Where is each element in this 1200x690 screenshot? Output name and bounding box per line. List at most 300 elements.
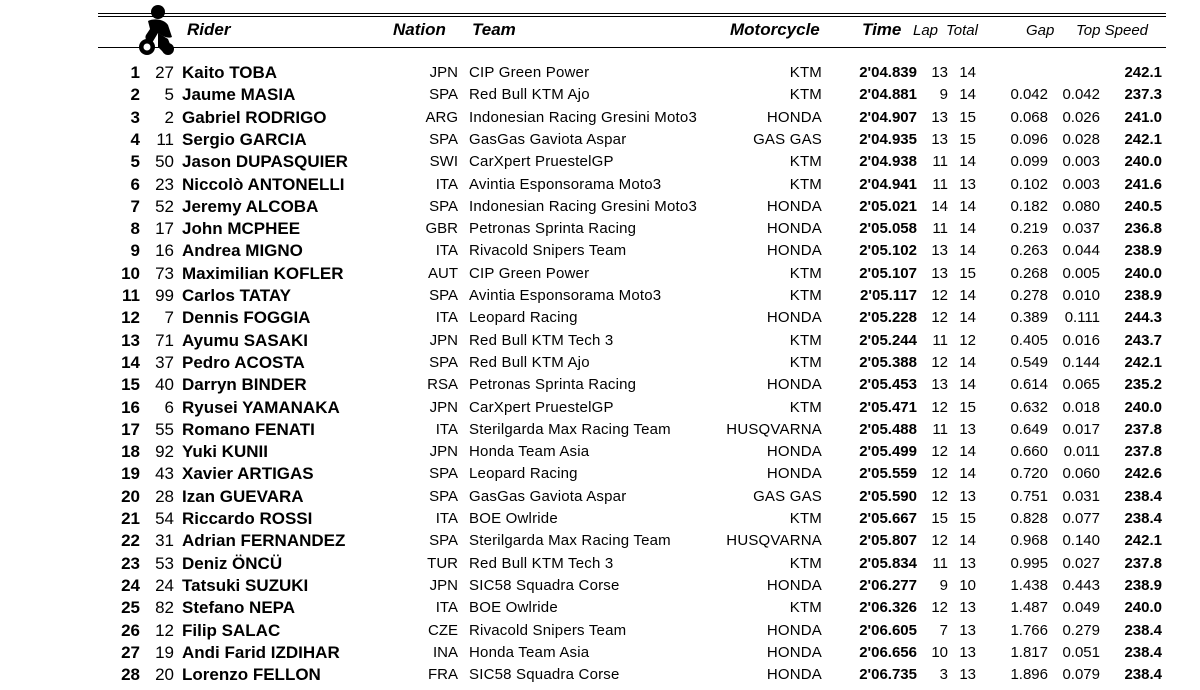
motorcycle: KTM	[789, 510, 822, 527]
nation-code: ITA	[435, 309, 458, 327]
nation-code: SPA	[429, 287, 458, 304]
gap-previous: 0.080	[1062, 197, 1100, 215]
lap-time: 2'06.656	[859, 643, 917, 661]
rider-number: 12	[155, 620, 174, 640]
total-laps: 15	[959, 264, 976, 282]
table-row	[0, 352, 1200, 374]
nation-code: GBR	[425, 220, 458, 238]
table-row	[0, 397, 1200, 419]
gap-first: 0.751	[1010, 487, 1048, 505]
total-laps: 15	[959, 108, 976, 126]
rider-name: Niccolò ANTONELLI	[182, 174, 345, 194]
nation-code: SPA	[429, 487, 458, 505]
total-laps: 15	[959, 510, 976, 527]
table-row	[0, 151, 1200, 173]
position: 12	[121, 308, 140, 328]
total-laps: 13	[959, 666, 976, 684]
gap-previous: 0.026	[1062, 108, 1100, 126]
rider-number: 27	[155, 63, 174, 82]
gap-first: 0.968	[1010, 532, 1048, 550]
lap-time: 2'04.941	[859, 175, 917, 193]
total-laps: 12	[959, 331, 976, 349]
rider-number: 82	[155, 598, 174, 618]
top-speed: 240.0	[1124, 398, 1162, 416]
rider-number: 53	[155, 553, 174, 573]
gap-previous: 0.144	[1062, 353, 1100, 371]
top-speed: 238.9	[1124, 576, 1162, 594]
top-speed: 240.0	[1124, 264, 1162, 282]
position: 19	[121, 464, 140, 484]
team-name: Rivacold Snipers Team	[469, 242, 627, 260]
motorcycle: HONDA	[766, 108, 822, 126]
lap: 12	[931, 287, 948, 304]
team-name: Avintia Esponsorama Moto3	[469, 287, 662, 304]
gap-previous: 0.079	[1062, 666, 1100, 684]
total-laps: 14	[959, 309, 976, 327]
gap-first: 0.632	[1010, 398, 1048, 416]
lap-time: 2'06.326	[859, 599, 917, 617]
top-speed: 236.8	[1124, 220, 1162, 238]
team-name: CIP Green Power	[469, 64, 590, 81]
team-name: CarXpert PruestelGP	[469, 398, 614, 416]
position: 8	[130, 219, 140, 239]
top-speed: 238.4	[1124, 643, 1162, 661]
gap-first: 1.487	[1010, 599, 1048, 617]
rider-name: Pedro ACOSTA	[182, 352, 305, 372]
col-header-time: Time	[862, 20, 902, 39]
gap-first: 1.817	[1010, 643, 1048, 661]
nation-code: JPN	[429, 331, 458, 349]
lap: 13	[931, 108, 948, 126]
rider-name: Xavier ARTIGAS	[182, 464, 314, 484]
total-laps: 13	[959, 643, 976, 661]
lap: 11	[932, 554, 948, 572]
motorcycle: HONDA	[766, 197, 822, 215]
gap-previous: 0.044	[1062, 242, 1100, 260]
lap: 7	[939, 621, 948, 639]
nation-code: ITA	[435, 420, 458, 438]
lap: 13	[931, 64, 948, 81]
top-speed: 242.1	[1124, 130, 1162, 148]
rider-name: Adrian FERNANDEZ	[182, 531, 346, 551]
rider-name: Filip SALAC	[182, 620, 281, 640]
gap-first: 0.614	[1010, 376, 1048, 394]
motorcycle: GAS GAS	[753, 130, 822, 148]
gap-previous: 0.049	[1062, 599, 1100, 617]
gap-previous: 0.011	[1063, 443, 1100, 461]
nation-code: SPA	[429, 197, 458, 215]
table-row	[0, 419, 1200, 441]
lap-time: 2'05.058	[859, 220, 917, 238]
top-speed: 242.6	[1124, 465, 1162, 483]
top-speed: 241.0	[1124, 108, 1162, 126]
nation-code: ITA	[435, 175, 458, 193]
top-speed: 238.4	[1124, 666, 1162, 684]
table-row	[0, 508, 1200, 530]
motorcycle: KTM	[789, 153, 822, 171]
motorcycle: KTM	[789, 554, 822, 572]
nation-code: JPN	[429, 398, 458, 416]
rider-name: Riccardo ROSSI	[182, 509, 313, 528]
lap-time: 2'05.228	[859, 309, 917, 327]
total-laps: 14	[959, 353, 976, 371]
rider-name: Darryn BINDER	[182, 375, 307, 395]
team-name: Honda Team Asia	[469, 643, 590, 661]
lap: 13	[931, 264, 948, 282]
top-speed: 238.9	[1124, 287, 1162, 304]
gap-previous: 0.028	[1062, 130, 1100, 148]
position: 6	[130, 174, 140, 194]
table-row	[0, 240, 1200, 262]
gap-first: 0.995	[1010, 554, 1048, 572]
rider-number: 7	[164, 308, 174, 328]
total-laps: 14	[959, 86, 976, 104]
motorcycle: GAS GAS	[753, 487, 822, 505]
top-speed: 240.0	[1124, 599, 1162, 617]
team-name: Indonesian Racing Gresini Moto3	[469, 197, 697, 215]
lap: 14	[931, 197, 948, 215]
team-name: CIP Green Power	[469, 264, 590, 282]
lap: 13	[931, 130, 948, 148]
motorcycle: HONDA	[766, 643, 822, 661]
position: 4	[130, 129, 140, 149]
gap-previous: 0.111	[1064, 309, 1100, 327]
lap-time: 2'05.834	[859, 554, 917, 572]
rider-number: 5	[164, 85, 174, 105]
position: 2	[130, 85, 140, 105]
position: 1	[130, 63, 140, 82]
team-name: SIC58 Squadra Corse	[469, 666, 620, 684]
lap: 10	[931, 643, 948, 661]
motorcycle: HONDA	[766, 465, 822, 483]
table-row	[0, 196, 1200, 218]
nation-code: JPN	[429, 443, 458, 461]
total-laps: 14	[959, 242, 976, 260]
table-row	[0, 664, 1200, 686]
motorcycle: HONDA	[766, 220, 822, 238]
table-row	[0, 374, 1200, 396]
lap-time: 2'04.839	[859, 64, 917, 81]
lap-time: 2'05.244	[859, 331, 917, 349]
gap-first: 1.438	[1010, 576, 1048, 594]
rider-name: Sergio GARCIA	[182, 129, 307, 149]
rider-number: 40	[155, 375, 174, 395]
motorcycle: KTM	[789, 64, 822, 81]
team-name: Red Bull KTM Tech 3	[469, 554, 614, 572]
position: 21	[121, 509, 140, 528]
gap-first: 0.102	[1010, 175, 1048, 193]
rider-name: Ryusei YAMANAKA	[182, 397, 340, 417]
lap-time: 2'05.499	[859, 443, 917, 461]
team-name: BOE Owlride	[469, 599, 558, 617]
position: 10	[121, 263, 140, 283]
table-row	[0, 285, 1200, 307]
gap-first: 0.096	[1010, 130, 1048, 148]
position: 14	[121, 352, 140, 372]
team-name: Petronas Sprinta Racing	[469, 220, 637, 238]
rider-number: 24	[155, 575, 174, 595]
gap-first: 0.182	[1010, 197, 1048, 215]
rider-name: Jeremy ALCOBA	[182, 196, 319, 216]
rider-name: Jason DUPASQUIER	[182, 152, 348, 172]
lap: 11	[932, 220, 948, 238]
motorcycle: HUSQVARNA	[726, 532, 822, 550]
nation-code: ARG	[425, 108, 458, 126]
position: 3	[130, 107, 140, 127]
total-laps: 14	[959, 220, 976, 238]
rider-name: Andrea MIGNO	[182, 241, 303, 261]
lap: 12	[931, 398, 948, 416]
lap: 12	[931, 599, 948, 617]
top-speed: 241.6	[1124, 175, 1162, 193]
position: 20	[121, 486, 140, 506]
gap-first: 0.268	[1010, 264, 1048, 282]
gap-first: 0.219	[1010, 220, 1048, 238]
team-name: Leopard Racing	[469, 465, 578, 483]
top-speed: 238.9	[1124, 242, 1162, 260]
rider-number: 11	[156, 129, 174, 149]
position: 28	[121, 665, 140, 685]
col-header-lap: Lap	[913, 22, 939, 39]
top-speed: 240.0	[1124, 153, 1162, 171]
motorcycle: HONDA	[766, 309, 822, 327]
rider-name: Carlos TATAY	[182, 286, 291, 305]
gap-previous: 0.003	[1062, 175, 1100, 193]
motorcycle: HONDA	[766, 666, 822, 684]
nation-code: JPN	[429, 576, 458, 594]
table-row	[0, 463, 1200, 485]
gap-first: 0.649	[1010, 420, 1048, 438]
motorcycle: KTM	[789, 287, 822, 304]
top-speed: 242.1	[1124, 64, 1162, 81]
top-speed: 242.1	[1124, 532, 1162, 550]
total-laps: 10	[959, 576, 976, 594]
position: 5	[130, 152, 140, 172]
team-name: GasGas Gaviota Aspar	[469, 487, 627, 505]
top-speed: 238.4	[1124, 621, 1162, 639]
top-speed: 242.1	[1124, 353, 1162, 371]
rider-number: 2	[164, 107, 174, 127]
lap-time: 2'05.667	[859, 510, 917, 527]
gap-previous: 0.027	[1062, 554, 1100, 572]
lap: 15	[931, 510, 948, 527]
lap-time: 2'04.938	[859, 153, 917, 171]
rider-number: 50	[155, 152, 174, 172]
gap-previous: 0.443	[1062, 576, 1100, 594]
lap: 11	[932, 420, 948, 438]
header-bottom-rule	[98, 47, 1166, 48]
gap-previous: 0.031	[1062, 487, 1100, 505]
position: 7	[130, 196, 140, 216]
nation-code: FRA	[428, 666, 458, 684]
lap-time: 2'05.021	[859, 197, 917, 215]
rider-name: Yuki KUNII	[182, 442, 268, 462]
gap-previous: 0.003	[1062, 153, 1100, 171]
position: 23	[121, 553, 140, 573]
gap-first: 0.068	[1010, 108, 1048, 126]
gap-previous: 0.279	[1062, 621, 1100, 639]
team-name: GasGas Gaviota Aspar	[469, 130, 627, 148]
total-laps: 13	[959, 554, 976, 572]
header-top-rule	[98, 13, 1166, 14]
lap: 12	[931, 443, 948, 461]
top-speed: 237.3	[1124, 86, 1162, 104]
total-laps: 14	[959, 153, 976, 171]
rider-number: 28	[155, 486, 174, 506]
team-name: Red Bull KTM Tech 3	[469, 331, 614, 349]
lap-time: 2'04.935	[859, 130, 917, 148]
rider-name: Izan GUEVARA	[182, 486, 304, 506]
motorcycle: HONDA	[766, 576, 822, 594]
gap-previous: 0.037	[1062, 220, 1100, 238]
lap: 11	[932, 331, 948, 349]
col-header-gap: Gap	[1026, 22, 1055, 39]
table-row	[0, 620, 1200, 642]
gap-previous: 0.077	[1062, 510, 1100, 527]
position: 15	[121, 375, 140, 395]
nation-code: ITA	[435, 510, 458, 527]
lap: 12	[931, 309, 948, 327]
rider-number: 6	[164, 397, 174, 417]
top-speed: 237.8	[1124, 554, 1162, 572]
position: 22	[121, 531, 140, 551]
nation-code: JPN	[429, 64, 458, 81]
lap-time: 2'05.590	[859, 487, 917, 505]
nation-code: INA	[432, 643, 458, 661]
total-laps: 14	[959, 465, 976, 483]
motorcycle: KTM	[789, 86, 822, 104]
motorcycle: KTM	[789, 599, 822, 617]
lap-time: 2'05.559	[859, 465, 917, 483]
rider-number: 17	[155, 219, 174, 239]
rider-number: 16	[155, 241, 174, 261]
col-header-rider: Rider	[187, 20, 231, 39]
lap: 11	[932, 175, 948, 193]
lap: 12	[931, 465, 948, 483]
rider-name: Andi Farid IZDIHAR	[182, 642, 340, 662]
table-row	[0, 174, 1200, 196]
rider-number: 55	[155, 419, 174, 439]
lap: 12	[931, 353, 948, 371]
lap-time: 2'04.907	[859, 108, 917, 126]
nation-code: ITA	[435, 599, 458, 617]
table-row	[0, 597, 1200, 619]
table-row	[0, 575, 1200, 597]
nation-code: SWI	[429, 153, 458, 171]
gap-previous: 0.065	[1062, 376, 1100, 394]
total-laps: 14	[959, 443, 976, 461]
rider-name: Romano FENATI	[182, 419, 315, 439]
position: 27	[121, 642, 140, 662]
rider-number: 92	[155, 442, 174, 462]
team-name: Leopard Racing	[469, 309, 578, 327]
header-top-rule-2	[98, 16, 1166, 17]
rider-number: 71	[155, 330, 174, 350]
rider-name: Gabriel RODRIGO	[182, 107, 327, 127]
lap-time: 2'05.807	[859, 532, 917, 550]
rider-name: Kaito TOBA	[182, 63, 278, 82]
lap-time: 2'04.881	[859, 86, 917, 104]
table-row	[0, 263, 1200, 285]
motorcycle: HUSQVARNA	[726, 420, 822, 438]
table-row	[0, 642, 1200, 664]
total-laps: 13	[959, 420, 976, 438]
nation-code: SPA	[429, 465, 458, 483]
total-laps: 15	[959, 398, 976, 416]
nation-code: SPA	[429, 86, 458, 104]
gap-previous: 0.005	[1062, 264, 1100, 282]
position: 25	[121, 598, 140, 618]
motorcycle: KTM	[789, 353, 822, 371]
lap-time: 2'05.107	[859, 264, 917, 282]
gap-previous: 0.042	[1062, 86, 1100, 104]
team-name: SIC58 Squadra Corse	[469, 576, 620, 594]
lap-time: 2'05.102	[859, 242, 917, 260]
nation-code: AUT	[428, 264, 458, 282]
lap-time: 2'05.388	[859, 353, 917, 371]
gap-first: 0.828	[1010, 510, 1048, 527]
rider-number: 43	[155, 464, 174, 484]
rider-name: Jaume MASIA	[182, 85, 296, 105]
total-laps: 15	[959, 130, 976, 148]
total-laps: 13	[959, 599, 976, 617]
gap-first: 0.263	[1010, 242, 1048, 260]
lap: 13	[931, 242, 948, 260]
motorcycle: KTM	[789, 398, 822, 416]
total-laps: 14	[959, 532, 976, 550]
gap-previous: 0.140	[1062, 532, 1100, 550]
gap-first: 0.278	[1010, 287, 1048, 304]
gap-previous: 0.017	[1062, 420, 1100, 438]
gap-previous: 0.060	[1062, 465, 1100, 483]
total-laps: 13	[959, 175, 976, 193]
total-laps: 13	[959, 621, 976, 639]
gap-first: 0.549	[1010, 353, 1048, 371]
team-name: Red Bull KTM Ajo	[469, 353, 590, 371]
lap: 3	[939, 666, 948, 684]
gap-first: 0.405	[1010, 331, 1048, 349]
motorcycle: HONDA	[766, 443, 822, 461]
position: 26	[121, 620, 140, 640]
gap-previous: 0.016	[1062, 331, 1100, 349]
top-speed: 244.3	[1124, 309, 1162, 327]
top-speed: 238.4	[1124, 487, 1162, 505]
gap-previous: 0.018	[1062, 398, 1100, 416]
gap-first: 0.389	[1010, 309, 1048, 327]
total-laps: 13	[959, 487, 976, 505]
rider-number: 52	[155, 196, 174, 216]
table-row	[0, 62, 1200, 84]
nation-code: CZE	[428, 621, 458, 639]
lap: 12	[931, 532, 948, 550]
rider-number: 23	[155, 174, 174, 194]
lap: 9	[939, 86, 948, 104]
team-name: Red Bull KTM Ajo	[469, 86, 590, 104]
table-row	[0, 307, 1200, 329]
position: 24	[121, 575, 140, 595]
total-laps: 14	[959, 287, 976, 304]
col-header-motorcycle: Motorcycle	[730, 20, 820, 39]
team-name: Avintia Esponsorama Moto3	[469, 175, 662, 193]
lap: 13	[931, 376, 948, 394]
rider-name: Lorenzo FELLON	[182, 665, 321, 685]
top-speed: 237.8	[1124, 420, 1162, 438]
rider-number: 19	[155, 642, 174, 662]
lap-time: 2'06.605	[859, 621, 917, 639]
col-header-top-speed: Top Speed	[1076, 22, 1149, 39]
rider-name: Dennis FOGGIA	[182, 308, 311, 328]
team-name: Petronas Sprinta Racing	[469, 376, 637, 394]
